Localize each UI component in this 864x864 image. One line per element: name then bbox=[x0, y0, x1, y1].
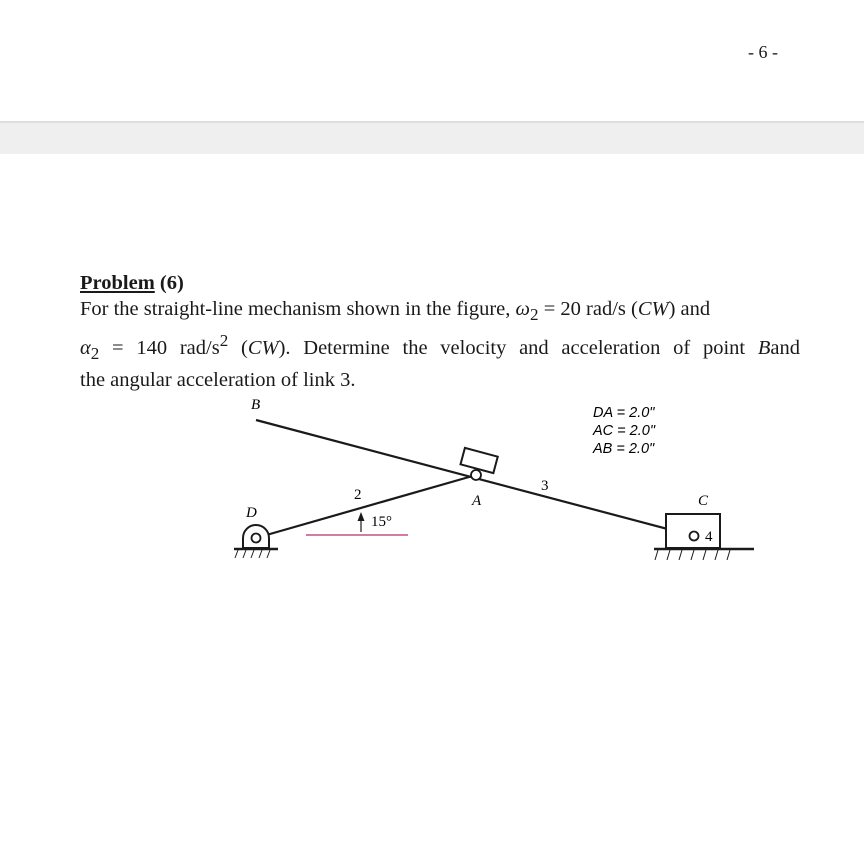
dimension-ab: AB = 2.0" bbox=[593, 441, 655, 457]
angle-arrowhead bbox=[358, 512, 365, 521]
dimension-ac: AC = 2.0" bbox=[593, 423, 655, 439]
alpha-symbol: α bbox=[80, 336, 91, 359]
label-a: A bbox=[472, 493, 482, 509]
link-number-2: 2 bbox=[354, 487, 362, 503]
label-b: B bbox=[251, 397, 261, 413]
mechanism-figure bbox=[228, 388, 768, 588]
problem-line-3: the angular acceleration of link 3. bbox=[80, 369, 356, 392]
slider-number-4: 4 bbox=[705, 529, 713, 545]
link-number-3: 3 bbox=[541, 478, 549, 494]
link-2 bbox=[256, 475, 476, 538]
problem-line-2: $\alpha_2 = 140$ rad/$s^2$ (CW). Determine the velocity and acceleration of point Band bbox=[80, 331, 801, 364]
problem-statement bbox=[80, 270, 800, 393]
ground-pivot-d bbox=[234, 525, 278, 558]
problem-heading-word: Problem bbox=[80, 272, 155, 294]
problem-heading-number: (6) bbox=[154, 272, 184, 294]
dimension-da: DA = 2.0" bbox=[593, 405, 655, 421]
label-d: D bbox=[246, 505, 257, 521]
page-separator bbox=[0, 121, 864, 154]
problem-text bbox=[80, 296, 800, 393]
label-c: C bbox=[698, 493, 709, 509]
slider-block-a bbox=[461, 448, 498, 473]
problem-line-1: For the straight-line mechanism shown in the figure, $\omega_2 = 20$ rad/s (CW) and bbox=[80, 298, 711, 325]
pin-a bbox=[471, 470, 481, 480]
dimensions-block bbox=[592, 405, 656, 457]
problem-heading bbox=[80, 270, 800, 296]
angle-label: 15° bbox=[371, 514, 392, 530]
slider-c bbox=[654, 514, 754, 560]
omega-symbol: ω bbox=[515, 298, 531, 320]
page-number: - 6 - bbox=[748, 42, 778, 62]
